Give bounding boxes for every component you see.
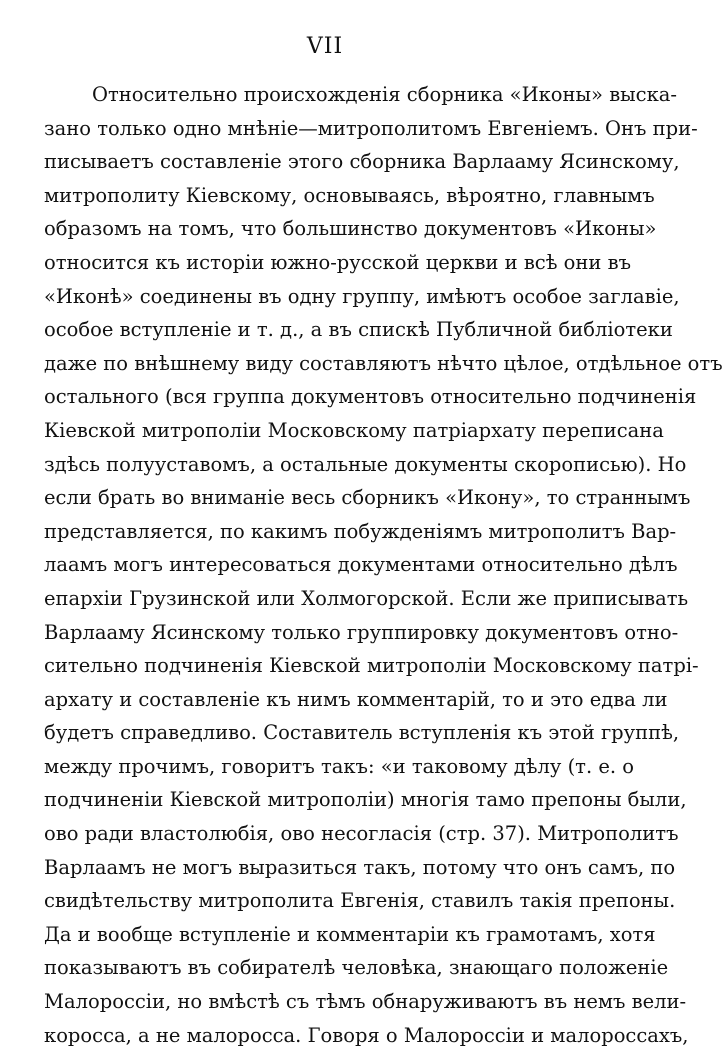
text-line: епархіи Грузинской или Холмогорской. Если же приписывать: [44, 586, 689, 610]
text-line: показываютъ въ собирателѣ человѣка, знающаго положеніе: [44, 956, 669, 980]
text-line: архату и составленіе къ нимъ комментарій, то и это едва ли: [44, 687, 668, 711]
text-line: относится къ исторіи южно-русской церкви и всѣ они въ: [44, 250, 631, 274]
text-line: «Иконѣ» соединены въ одну группу, имѣютъ особое заглавіе,: [44, 284, 680, 308]
text-line: Малороссіи, но вмѣстѣ съ тѣмъ обнаруживаютъ въ немъ вели-: [44, 990, 687, 1014]
text-line: представляется, по какимъ побужденіямъ митрополитъ Вар-: [44, 519, 677, 543]
text-line: даже по внѣшнему виду составляютъ нѣчто цѣлое, отдѣльное отъ: [44, 351, 723, 375]
text-line: ово ради властолюбія, ово несогласія (стр. 37). Митрополитъ: [44, 822, 679, 846]
text-line: здѣсь полууставомъ, а остальные документы скорописью). Но: [44, 452, 687, 476]
text-line: если брать во вниманіе весь сборникъ «Икону», то страннымъ: [44, 486, 691, 510]
text-line: образомъ на томъ, что большинство документовъ «Иконы»: [44, 217, 657, 241]
text-line: между прочимъ, говоритъ такъ: «и таковому дѣлу (т. е. о: [44, 754, 635, 778]
text-line: писываетъ составленіе этого сборника Варлааму Ясинскому,: [44, 150, 680, 174]
text-line: сительно подчиненія Кіевской митрополіи Московскому патрі-: [44, 654, 699, 678]
text-line: Варлааму Ясинскому только группировку документовъ отно-: [44, 620, 679, 644]
text-line: свидѣтельству митрополита Евгенія, ставилъ такія препоны.: [44, 889, 676, 913]
text-line: остального (вся группа документовъ относительно подчиненія: [44, 385, 697, 409]
text-line: особое вступленіе и т. д., а въ спискѣ Публичной библіотеки: [44, 318, 673, 342]
text-line: подчиненіи Кіевской митрополіи) многія тамо препоны были,: [44, 788, 687, 812]
text-line: коросса, а не малоросса. Говоря о Малороссіи и малороссахъ,: [44, 1023, 689, 1047]
text-line: Варлаамъ не могъ выразиться такъ, потому что онъ самъ, по: [44, 855, 676, 879]
text-line: Да и вообще вступленіе и комментаріи къ грамотамъ, хотя: [44, 922, 656, 946]
text-line: Относительно происхожденія сборника «Иконы» выска-: [92, 83, 678, 106]
text-line: митрополиту Кіевскому, основываясь, вѣроятно, главнымъ: [44, 183, 655, 207]
body-paragraph: [44, 78, 723, 1052]
page-number: VII: [306, 34, 344, 59]
text-line: Кіевской митрополіи Московскому патріархату переписана: [44, 418, 664, 442]
text-line: лаамъ могъ интересоваться документами относительно дѣлъ: [44, 553, 678, 577]
text-line: будетъ справедливо. Составитель вступленія къ этой группѣ,: [44, 721, 680, 745]
text-line: зано только одно мнѣніе—митрополитомъ Евгеніемъ. Онъ при-: [44, 116, 698, 140]
